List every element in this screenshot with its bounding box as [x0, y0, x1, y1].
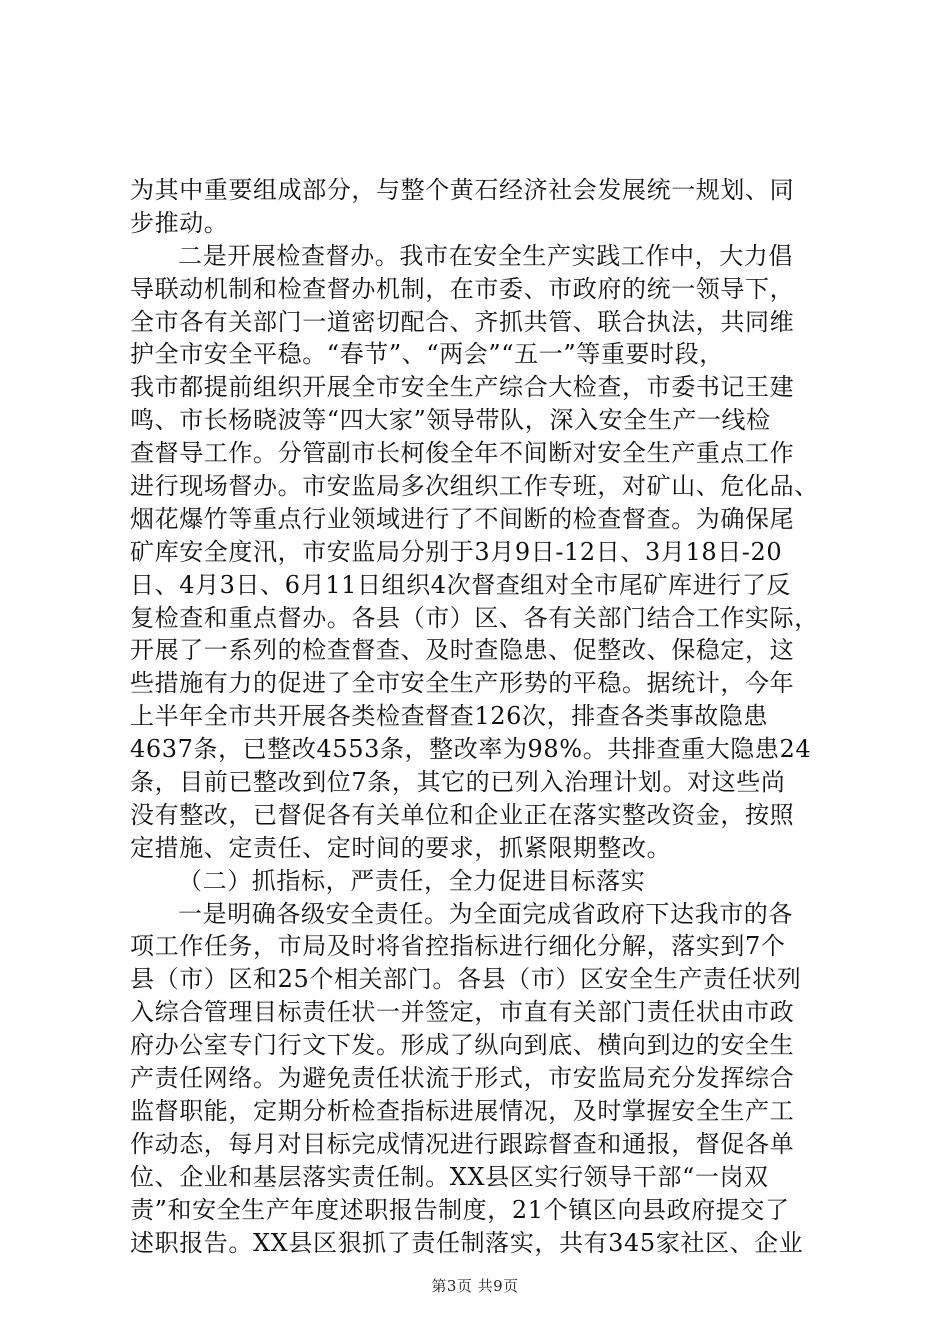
text-line: 产责任网络。为避免责任状流于形式，市安监局充分发挥综合: [130, 1064, 795, 1093]
text-line: 县（市）区和25个相关部门。各县（市）区安全生产责任状列: [130, 965, 802, 994]
text-line: 全市各有关部门一道密切配合、齐抓共管、联合执法，共同维: [130, 307, 795, 336]
text-line: 些措施有力的促进了全市安全生产形势的平稳。据统计，今年: [130, 669, 795, 698]
text-line: 我市都提前组织开展全市安全生产综合大检查，市委书记王建: [130, 373, 795, 402]
text-line: 监督职能，定期分析检查指标进展情况，及时掌握安全生产工: [130, 1096, 795, 1125]
text-line: 烟花爆竹等重点行业领域进行了不间断的检查督查。为确保尾: [130, 504, 795, 533]
text-line: 没有整改，已督促各有关单位和企业正在落实整改资金，按照: [130, 800, 795, 829]
text-line: 述职报告。XX县区狠抓了责任制落实，共有345家社区、企业: [130, 1228, 804, 1257]
text-line: 导联动机制和检查督办机制，在市委、市政府的统一领导下，: [130, 274, 795, 303]
text-line: 府办公室专门行文下发。形成了纵向到底、横向到边的安全生: [130, 1031, 795, 1060]
text-line: 护全市安全平稳。“春节”、“两会”“五一”等重要时段，: [130, 340, 724, 369]
text-line: 矿库安全度汛，市安监局分别于3月9日-12日、3月18日-20: [130, 537, 783, 566]
paragraph-first-line: 二是开展检查督办。我市在安全生产实践工作中，大力倡: [178, 241, 793, 270]
text-line: 入综合管理目标责任状一并签定，市直有关部门责任状由市政: [130, 998, 795, 1027]
text-line: 项工作任务，市局及时将省控指标进行细化分解，落实到7个: [130, 932, 786, 961]
paragraph-first-line: 一是明确各级安全责任。为全面完成省政府下达我市的各: [178, 899, 793, 928]
text-line: 进行现场督办。市安监局多次组织工作专班，对矿山、危化品、: [130, 472, 819, 501]
text-line: 步推动。: [130, 208, 229, 237]
text-line: 上半年全市共开展各类检查督查126次，排查各类事故隐患: [130, 702, 769, 731]
text-line: 4637条，已整改4553条，整改率为98%。共排查重大隐患24: [130, 735, 812, 764]
text-line: 日、4月3日、6月11日组织4次督查组对全市尾矿库进行了反: [130, 570, 792, 599]
document-body: [130, 174, 832, 1259]
text-line: 作动态，每月对目标完成情况进行跟踪督查和通报，督促各单: [130, 1129, 795, 1158]
page-number-footer: 第3页 共9页: [431, 1277, 519, 1295]
text-line: 责”和安全生产年度述职报告制度，21个镇区向县政府提交了: [130, 1195, 790, 1224]
text-line: 为其中重要组成部分，与整个黄石经济社会发展统一规划、同: [130, 176, 795, 204]
text-line: 位、企业和基层落实责任制。XX县区实行领导干部“一岗双: [130, 1162, 769, 1191]
text-line: 复检查和重点督办。各县（市）区、各有关部门结合工作实际，: [130, 603, 819, 632]
text-line: 条，目前已整改到位7条，其它的已列入治理计划。对这些尚: [130, 768, 786, 797]
text-line: 定措施、定责任、定时间的要求，抓紧限期整改。: [130, 833, 672, 862]
text-line: 开展了一系列的检查督查、及时查隐患、促整改、保稳定，这: [130, 636, 795, 665]
text-line: 查督导工作。分管副市长柯俊全年不间断对安全生产重点工作: [130, 439, 795, 468]
text-line: 鸣、市长杨晓波等“四大家”领导带队，深入安全生产一线检: [130, 406, 771, 435]
paragraph-first-line: （二）抓指标，严责任，全力促进目标落实: [178, 866, 646, 895]
